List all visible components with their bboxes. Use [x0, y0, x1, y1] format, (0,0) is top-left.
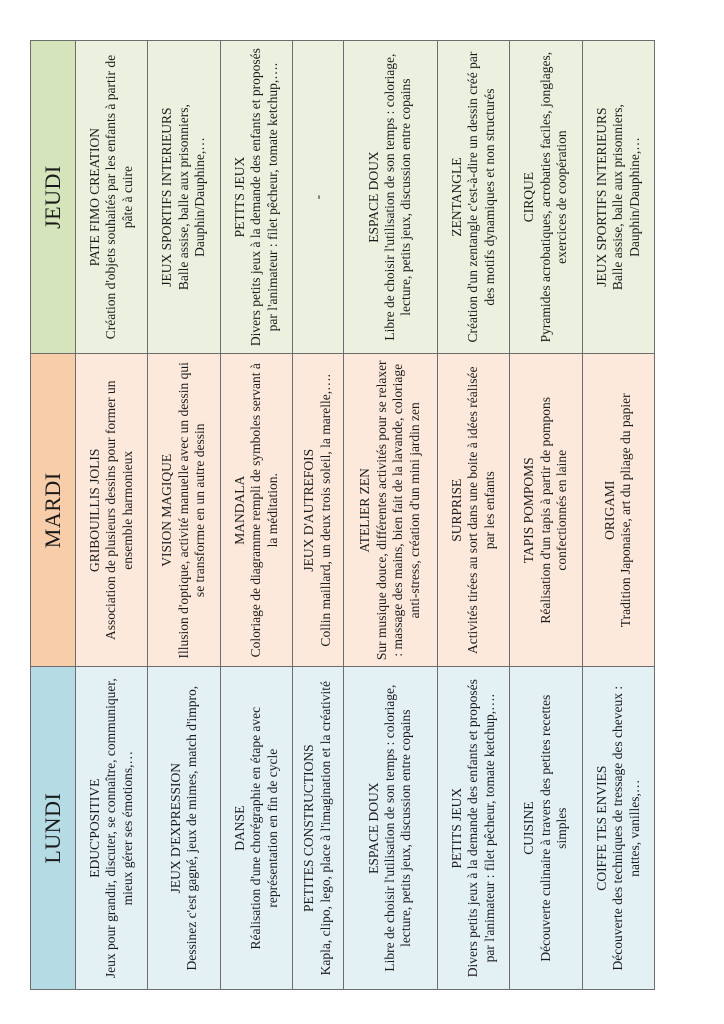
activity-description: Pyramides acrobatiques, acrobaties faciles, jonglages, exercices de coopération: [537, 51, 570, 343]
day-header-jeudi: JEUDI: [31, 41, 76, 354]
activity-title: JEUX D'AUTREFOIS: [301, 448, 317, 572]
table-row: [343, 41, 437, 990]
activity-title: JEUX D'EXPRESSION: [167, 763, 183, 894]
activity-cell-mardi: [510, 354, 582, 667]
activity-cell-lundi: [220, 667, 292, 990]
activity-cell-mardi: [76, 354, 148, 667]
table-row: [510, 41, 582, 990]
activity-description: Illusion d'optique, activité manuelle avec un dessin qui se transforme en un autre dessin: [175, 362, 208, 659]
activity-description: Balle assise, balle aux prisonniers, Dauphin/Dauphine,…: [610, 104, 642, 291]
activity-description: Réalisation d'une chorégraphie en étape avec représentation en fin de cycle: [248, 706, 280, 950]
activity-title: PETITES CONSTRUCTIONS: [301, 744, 317, 912]
activity-description: Tradition Japonaise, art du pliage du papier: [618, 393, 634, 628]
activity-cell-mardi: [148, 354, 220, 667]
schedule-body: [76, 41, 655, 990]
activity-description: Libre de choisir l'utilisation de son temps : coloriage, lecture, petits jeux, discussion entre copains: [381, 684, 414, 972]
activity-cell-lundi: [76, 667, 148, 990]
activity-description: Kapla, clipo, lego, place à l'imagination et la créativité: [317, 680, 333, 976]
table-row: [220, 41, 292, 990]
table-row: [437, 41, 509, 990]
activity-cell-lundi: [293, 667, 343, 990]
activity-title: JEUX SPORTIFS INTERIEURS: [593, 107, 609, 287]
table-row: [293, 41, 343, 990]
activity-cell-mardi: [220, 354, 292, 667]
activity-title: ORIGAMI: [601, 480, 617, 540]
activity-description: Sur musique douce, différentes activités pour se relaxer : massage des mains, bien fait de la lavande, coloriage anti-stress, création d'un mini jardin zen: [373, 360, 422, 661]
activity-cell-lundi: [148, 667, 220, 990]
activity-cell-mardi: [343, 354, 437, 667]
activity-title: GRIBOUILLIS JOLIS: [86, 448, 102, 572]
day-header-lundi: LUNDI: [31, 667, 76, 990]
activity-description: Divers petits jeux à la demande des enfants et proposés par l'animateur : filet pêcheur, tomate ketchup,….: [248, 48, 280, 347]
activity-title: TAPIS POMPOMS: [521, 457, 537, 564]
activity-cell-lundi: [510, 667, 582, 990]
activity-title: EDUC'POSITIVE: [86, 778, 102, 878]
activity-description: Association de plusieurs dessins pour former un ensemble harmonieux: [103, 380, 135, 640]
activity-title: ATELIER ZEN: [357, 468, 373, 553]
activity-title: SURPRISE: [448, 478, 464, 542]
table-row: [76, 41, 148, 990]
activity-cell-jeudi: [293, 41, 343, 354]
activity-title: CIRQUE: [521, 171, 537, 223]
activity-schedule-table: [30, 40, 655, 990]
activity-cell-mardi: [293, 354, 343, 667]
table-row: [582, 41, 654, 990]
activity-cell-mardi: [582, 354, 654, 667]
activity-cell-jeudi: [510, 41, 582, 354]
activity-title: ESPACE DOUX: [365, 782, 381, 874]
activity-description: Libre de choisir l'utilisation de son temps : coloriage, lecture, petits jeux, discussion entre copains: [381, 53, 414, 341]
activity-cell-lundi: [343, 667, 437, 990]
activity-description: Balle assise, balle aux prisonniers, Dauphin/Dauphine,…: [175, 104, 208, 291]
activity-description: Dessinez c'est gagné, jeux de mimes, match d'impro,: [184, 685, 200, 971]
activity-cell-jeudi: [582, 41, 654, 354]
activity-description: Coloriage de diagramme rempli de symboles servant à la méditation.: [248, 363, 280, 658]
activity-title: ZENTANGLE: [448, 157, 464, 237]
activity-title: VISION MAGIQUE: [159, 453, 175, 567]
activity-cell-jeudi: [437, 41, 509, 354]
activity-description: Réalisation d'un tapis à partir de pompons confectionnés en laine: [537, 396, 570, 624]
activity-title: CUISINE: [521, 801, 537, 855]
table-row: [148, 41, 220, 990]
activity-title: COIFFE TES ENVIES: [593, 765, 609, 891]
activity-title: PATE FIMO CREATION: [86, 127, 102, 267]
schedule-rotated-wrapper: [30, 40, 655, 990]
activity-title: PETITS JEUX: [231, 156, 247, 238]
activity-cell-jeudi: [220, 41, 292, 354]
activity-description: Divers petits jeux à la demande des enfants et proposés par l'animateur : filet pêcheur, tomate ketchup,….: [465, 679, 497, 978]
day-header-mardi: MARDI: [31, 354, 76, 667]
activity-description: Collin maillard, un deux trois soleil, la marelle,….: [317, 373, 333, 647]
activity-description: Découverte culinaire à travers des petites recettes simples: [537, 694, 570, 962]
activity-cell-lundi: [437, 667, 509, 990]
activity-cell-jeudi: [343, 41, 437, 354]
activity-title: -: [309, 194, 325, 200]
activity-description: Création d'objets souhaités par les enfants à partir de pâte à cuire: [103, 54, 135, 340]
activity-cell-lundi: [582, 667, 654, 990]
activity-title: DANSE: [231, 805, 247, 851]
activity-title: ESPACE DOUX: [365, 151, 381, 243]
activity-cell-jeudi: [76, 41, 148, 354]
activity-cell-mardi: [437, 354, 509, 667]
activity-cell-jeudi: [148, 41, 220, 354]
activity-title: PETITS JEUX: [448, 787, 464, 869]
activity-title: JEUX SPORTIFS INTERIEURS: [159, 107, 175, 287]
day-header-row: [31, 41, 76, 990]
activity-title: MANDALA: [231, 475, 247, 545]
activity-description: Jeux pour grandir, discuter, se connaître, communiquer, mieux gérer ses émotions,…: [103, 678, 135, 979]
activity-description: Activités tirées au sort dans une boite à idées réalisée par les enfants: [465, 366, 497, 655]
activity-description: Découverte des techniques de tressage des cheveux : nattes, vanilles,…: [610, 685, 642, 971]
activity-description: Création d'un zentangle c'est-à-dire un dessin créé par des motifs dynamiques et non structurés: [465, 51, 497, 343]
